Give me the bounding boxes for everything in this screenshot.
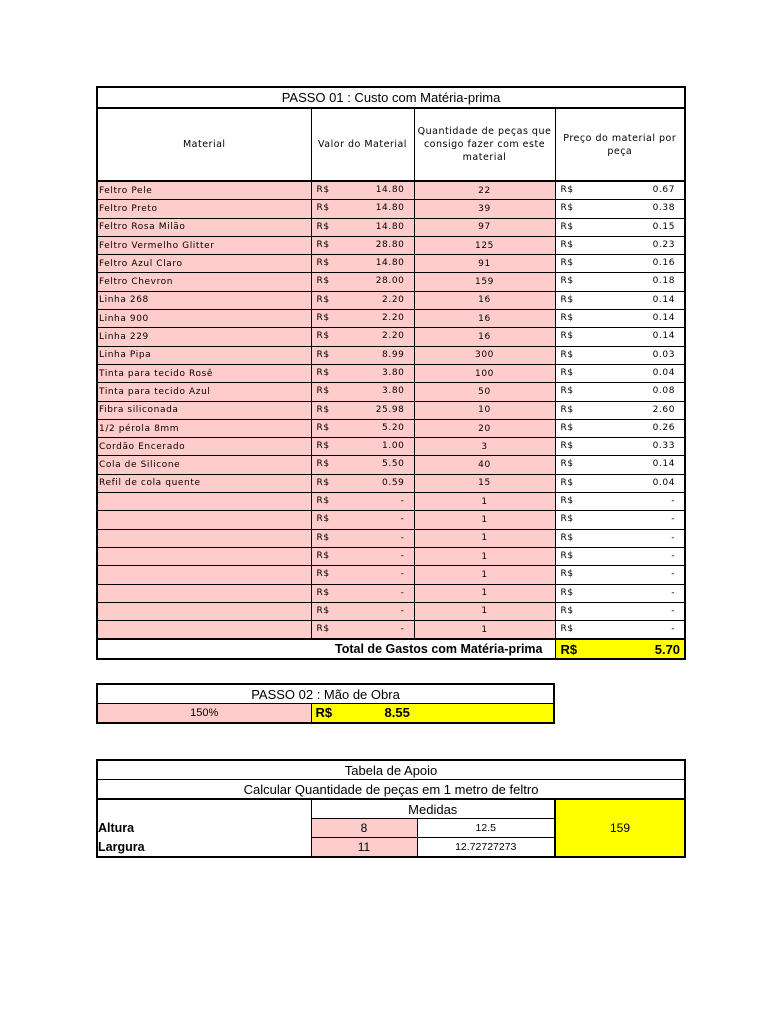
material-cell[interactable]: Linha 900 (97, 310, 311, 328)
table-row (97, 511, 685, 529)
quantity-cell[interactable]: 1 (414, 621, 555, 640)
material-value: - (400, 514, 405, 525)
material-value: 2.20 (382, 313, 405, 324)
value-cell[interactable] (311, 621, 414, 640)
currency-symbol: R$ (316, 496, 330, 507)
passo02-title[interactable]: PASSO 02 : Mão de Obra (97, 684, 554, 704)
material-cell[interactable]: Linha Pipa (97, 346, 311, 364)
price-per-piece: 0.23 (652, 239, 676, 250)
currency-symbol: R$ (560, 587, 574, 598)
quantity-cell[interactable]: 1 (414, 566, 555, 584)
price-cell[interactable] (555, 200, 685, 218)
table-row (97, 456, 685, 474)
price-per-piece: - (671, 532, 676, 543)
total-value-cell[interactable] (555, 639, 685, 659)
price-per-piece: 0.03 (652, 349, 676, 360)
material-value: - (400, 605, 405, 616)
price-per-piece: 0.38 (652, 203, 676, 214)
price-cell[interactable] (555, 566, 685, 584)
quantity-cell[interactable]: 3 (414, 438, 555, 456)
value-cell[interactable] (311, 401, 414, 419)
table-row (97, 328, 685, 346)
table-row (97, 181, 685, 200)
currency-symbol: R$ (560, 441, 574, 452)
value-cell[interactable] (311, 346, 414, 364)
price-cell[interactable] (555, 236, 685, 254)
quantity-cell[interactable]: 15 (414, 474, 555, 492)
material-value: 14.80 (375, 203, 405, 214)
value-cell[interactable] (311, 364, 414, 382)
quantity-cell[interactable]: 1 (414, 493, 555, 511)
material-cell[interactable]: Cola de Silicone (97, 456, 311, 474)
table-row (97, 529, 685, 547)
value-cell[interactable] (311, 236, 414, 254)
currency-symbol: R$ (316, 331, 330, 342)
currency-symbol: R$ (560, 496, 574, 507)
quantity-cell[interactable]: 1 (414, 511, 555, 529)
quantity-cell[interactable]: 97 (414, 218, 555, 236)
price-cell[interactable] (555, 346, 685, 364)
price-cell[interactable] (555, 493, 685, 511)
currency-symbol: R$ (316, 624, 330, 635)
currency-symbol: R$ (316, 367, 330, 378)
material-value: - (400, 569, 405, 580)
currency-symbol: R$ (316, 605, 330, 616)
quantity-cell[interactable]: 1 (414, 529, 555, 547)
material-value: 3.80 (382, 386, 405, 397)
price-per-piece: - (671, 569, 676, 580)
currency-symbol: R$ (316, 221, 330, 232)
currency-symbol: R$ (560, 185, 574, 195)
quantity-cell[interactable]: 159 (414, 273, 555, 291)
material-value: 8.99 (382, 349, 405, 360)
table-row (97, 493, 685, 511)
largura-label[interactable]: Largura (98, 839, 145, 854)
quantity-cell[interactable]: 1 (414, 602, 555, 620)
table-row (97, 602, 685, 620)
altura-input[interactable]: 8 (311, 819, 417, 838)
material-value: 2.20 (382, 331, 405, 342)
currency-symbol: R$ (316, 422, 330, 433)
material-cell[interactable] (97, 621, 311, 640)
material-cell[interactable]: Tinta para tecido Azul (97, 383, 311, 401)
material-value: - (400, 624, 405, 635)
table-row (97, 438, 685, 456)
apoio-empty-cell[interactable] (97, 799, 311, 819)
material-cell[interactable] (97, 584, 311, 602)
table-row (97, 200, 685, 218)
price-per-piece: - (671, 496, 676, 507)
table-row (97, 547, 685, 565)
price-per-piece: 0.15 (652, 221, 676, 232)
value-cell[interactable] (311, 273, 414, 291)
material-value: - (400, 550, 405, 561)
material-value: 28.00 (375, 276, 405, 287)
material-cell[interactable]: 1/2 pérola 8mm (97, 419, 311, 437)
currency-symbol: R$ (316, 569, 330, 580)
material-cell[interactable]: Feltro Azul Claro (97, 255, 311, 273)
price-cell[interactable] (555, 328, 685, 346)
material-value: 3.80 (382, 367, 405, 378)
currency-symbol: R$ (560, 605, 574, 616)
currency-symbol: R$ (560, 532, 574, 543)
price-cell[interactable] (555, 474, 685, 492)
currency-symbol: R$ (560, 550, 574, 561)
table-row (97, 236, 685, 254)
header-material[interactable]: Material (97, 108, 311, 181)
currency-symbol: R$ (560, 459, 574, 470)
price-per-piece: 0.04 (652, 477, 676, 488)
value-cell[interactable] (311, 310, 414, 328)
material-cell[interactable]: Feltro Preto (97, 200, 311, 218)
currency-symbol: R$ (316, 203, 330, 214)
currency-symbol: R$ (316, 276, 330, 287)
value-cell[interactable] (311, 328, 414, 346)
material-cell[interactable]: Feltro Pele (97, 181, 311, 200)
material-value: - (400, 587, 405, 598)
quantity-cell[interactable]: 16 (414, 291, 555, 309)
table-row (97, 401, 685, 419)
price-per-piece: - (671, 514, 676, 525)
currency-symbol: R$ (316, 258, 330, 269)
price-cell[interactable] (555, 255, 685, 273)
material-value: 5.20 (382, 422, 405, 433)
currency-symbol: R$ (316, 404, 330, 415)
price-cell[interactable] (555, 364, 685, 382)
apoio-table (96, 759, 686, 858)
table-row (97, 566, 685, 584)
price-per-piece: 0.14 (652, 313, 676, 324)
material-value: 28.80 (375, 239, 405, 250)
header-preco[interactable]: Preço do material por peça (555, 108, 685, 181)
value-cell[interactable] (311, 474, 414, 492)
material-value: 2.20 (382, 294, 405, 305)
value-cell[interactable] (311, 566, 414, 584)
material-cell[interactable]: Refil de cola quente (97, 474, 311, 492)
price-cell[interactable] (555, 383, 685, 401)
table-row (97, 291, 685, 309)
currency-symbol: R$ (560, 276, 574, 287)
quantity-cell[interactable]: 16 (414, 328, 555, 346)
material-cell[interactable] (97, 529, 311, 547)
price-per-piece: 0.08 (652, 386, 676, 397)
price-cell[interactable] (555, 621, 685, 640)
quantity-cell[interactable]: 300 (414, 346, 555, 364)
material-cell[interactable]: Feltro Chevron (97, 273, 311, 291)
price-cell[interactable] (555, 511, 685, 529)
table-row (97, 621, 685, 640)
material-cell[interactable]: Linha 268 (97, 291, 311, 309)
currency-symbol: R$ (560, 386, 574, 397)
apoio-subtitle[interactable]: Calcular Quantidade de peças em 1 metro de feltro (97, 780, 685, 800)
material-cell[interactable]: Cordão Encerado (97, 438, 311, 456)
currency-symbol: R$ (560, 258, 574, 269)
largura-input[interactable]: 11 (311, 838, 417, 858)
value-cell[interactable] (311, 255, 414, 273)
price-per-piece: 0.14 (652, 459, 676, 470)
material-cell[interactable] (97, 547, 311, 565)
material-value: 14.80 (375, 258, 405, 269)
quantity-cell[interactable]: 1 (414, 584, 555, 602)
apoio-title[interactable]: Tabela de Apoio (97, 760, 685, 780)
labor-value-cell[interactable] (311, 704, 554, 724)
currency-symbol: R$ (316, 514, 330, 525)
total-value: 5.70 (654, 642, 681, 658)
currency-symbol: R$ (316, 441, 330, 452)
pieces-result-cell[interactable]: 159 (555, 799, 685, 857)
quantity-cell[interactable]: 16 (414, 310, 555, 328)
material-cell[interactable] (97, 511, 311, 529)
table-row (97, 255, 685, 273)
passo01-title[interactable]: PASSO 01 : Custo com Matéria-prima (97, 87, 685, 108)
currency-symbol: R$ (316, 185, 330, 195)
currency-symbol: R$ (560, 477, 574, 488)
price-cell[interactable] (555, 456, 685, 474)
table-row (97, 310, 685, 328)
value-cell[interactable] (311, 456, 414, 474)
value-cell[interactable] (311, 218, 414, 236)
largura-calc[interactable]: 12.72727273 (417, 838, 555, 858)
currency-symbol: R$ (560, 239, 574, 250)
total-row (97, 639, 685, 659)
material-cell[interactable] (97, 566, 311, 584)
price-per-piece: - (671, 624, 676, 635)
material-cell[interactable] (97, 602, 311, 620)
passo01-table (96, 86, 686, 660)
quantity-cell[interactable]: 10 (414, 401, 555, 419)
currency-symbol: R$ (560, 624, 574, 635)
material-cell[interactable] (97, 493, 311, 511)
price-per-piece: 0.33 (652, 441, 676, 452)
material-cell[interactable]: Fibra siliconada (97, 401, 311, 419)
value-cell[interactable] (311, 383, 414, 401)
price-cell[interactable] (555, 438, 685, 456)
currency-symbol: R$ (316, 587, 330, 598)
medidas-header[interactable]: Medidas (311, 799, 555, 819)
value-cell[interactable] (311, 529, 414, 547)
header-valor[interactable]: Valor do Material (311, 108, 414, 181)
price-per-piece: - (671, 550, 676, 561)
quantity-cell[interactable]: 91 (414, 255, 555, 273)
material-cell[interactable]: Tinta para tecido Rosê (97, 364, 311, 382)
quantity-cell[interactable]: 100 (414, 364, 555, 382)
material-value: 5.50 (382, 459, 405, 470)
table-row (97, 346, 685, 364)
quantity-cell[interactable]: 125 (414, 236, 555, 254)
currency-symbol: R$ (315, 705, 333, 720)
quantity-cell[interactable]: 20 (414, 419, 555, 437)
value-cell[interactable] (311, 419, 414, 437)
currency-symbol: R$ (316, 313, 330, 324)
currency-symbol: R$ (316, 386, 330, 397)
table-row (97, 364, 685, 382)
table-row (97, 419, 685, 437)
price-per-piece: - (671, 605, 676, 616)
quantity-cell[interactable]: 1 (414, 547, 555, 565)
currency-symbol: R$ (560, 422, 574, 433)
material-value: - (400, 496, 405, 507)
material-value: 14.80 (375, 185, 405, 195)
currency-symbol: R$ (560, 221, 574, 232)
quantity-cell[interactable]: 40 (414, 456, 555, 474)
price-cell[interactable] (555, 273, 685, 291)
value-cell[interactable] (311, 584, 414, 602)
table-row (97, 383, 685, 401)
quantity-cell[interactable]: 39 (414, 200, 555, 218)
value-cell[interactable] (311, 493, 414, 511)
currency-symbol: R$ (560, 404, 574, 415)
currency-symbol: R$ (560, 367, 574, 378)
price-cell[interactable] (555, 181, 685, 200)
price-cell[interactable] (555, 602, 685, 620)
price-cell[interactable] (555, 547, 685, 565)
header-quantidade[interactable]: Quantidade de peças que consigo fazer com este material (414, 108, 555, 181)
currency-symbol: R$ (316, 532, 330, 543)
currency-symbol: R$ (316, 349, 330, 360)
material-cell[interactable]: Feltro Rosa Milão (97, 218, 311, 236)
price-cell[interactable] (555, 291, 685, 309)
price-per-piece: 0.04 (652, 367, 676, 378)
altura-calc[interactable]: 12.5 (417, 819, 555, 838)
currency-symbol: R$ (560, 331, 574, 342)
value-cell[interactable] (311, 438, 414, 456)
price-cell[interactable] (555, 310, 685, 328)
price-per-piece: 0.16 (652, 258, 676, 269)
currency-symbol: R$ (560, 203, 574, 214)
price-per-piece: 2.60 (652, 404, 676, 415)
currency-symbol: R$ (560, 313, 574, 324)
passo02-table (96, 683, 555, 724)
price-cell[interactable] (555, 419, 685, 437)
material-value: 0.59 (382, 477, 405, 488)
table-row (97, 273, 685, 291)
material-value: 25.98 (375, 404, 405, 415)
table-row (97, 218, 685, 236)
material-cell[interactable]: Linha 229 (97, 328, 311, 346)
material-value: - (400, 532, 405, 543)
currency-symbol: R$ (560, 569, 574, 580)
price-per-piece: - (671, 587, 676, 598)
price-per-piece: 0.14 (652, 331, 676, 342)
currency-symbol: R$ (316, 550, 330, 561)
currency-symbol: R$ (316, 459, 330, 470)
price-cell[interactable] (555, 584, 685, 602)
material-value: 1.00 (382, 441, 405, 452)
currency-symbol: R$ (560, 349, 574, 360)
value-cell[interactable] (311, 181, 414, 200)
currency-symbol: R$ (560, 514, 574, 525)
price-per-piece: 0.67 (652, 185, 676, 195)
value-cell[interactable] (311, 547, 414, 565)
material-value: 14.80 (375, 221, 405, 232)
currency-symbol: R$ (316, 477, 330, 488)
price-cell[interactable] (555, 529, 685, 547)
currency-symbol: R$ (316, 239, 330, 250)
value-cell[interactable] (311, 200, 414, 218)
currency-symbol: R$ (560, 294, 574, 305)
material-cell[interactable]: Feltro Vermelho Glitter (97, 236, 311, 254)
total-label[interactable]: Total de Gastos com Matéria-prima (97, 639, 555, 659)
quantity-cell[interactable]: 22 (414, 181, 555, 200)
value-cell[interactable] (311, 602, 414, 620)
price-per-piece: 0.26 (652, 422, 676, 433)
quantity-cell[interactable]: 50 (414, 383, 555, 401)
table-row (97, 474, 685, 492)
value-cell[interactable] (311, 511, 414, 529)
price-per-piece: 0.18 (652, 276, 676, 287)
price-cell[interactable] (555, 218, 685, 236)
altura-label[interactable]: Altura (98, 821, 135, 835)
price-cell[interactable] (555, 401, 685, 419)
labor-percent-cell[interactable]: 150% (97, 704, 311, 724)
value-cell[interactable] (311, 291, 414, 309)
labor-value: 8.55 (384, 705, 410, 720)
table-row (97, 584, 685, 602)
price-per-piece: 0.14 (652, 294, 676, 305)
currency-symbol: R$ (560, 642, 578, 658)
currency-symbol: R$ (316, 294, 330, 305)
